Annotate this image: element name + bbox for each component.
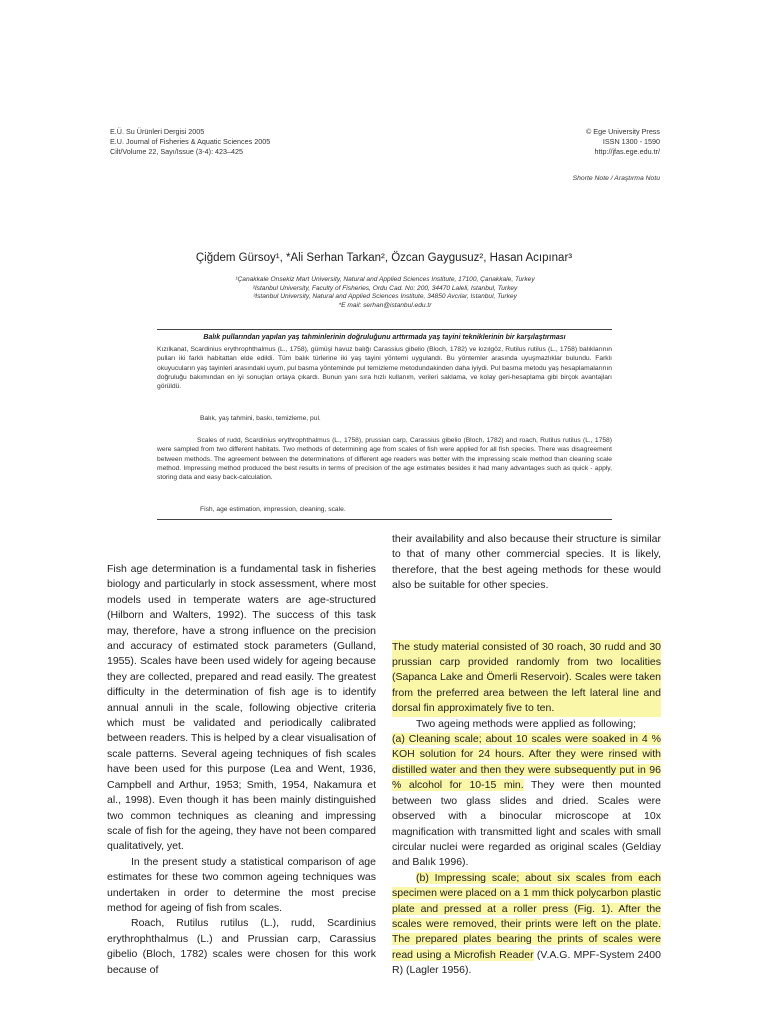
article-type: Shorte Note / Araştırma Notu <box>572 175 660 182</box>
affiliation-2: ²Istanbul University, Faculty of Fisheries, Ordu Cad. No: 200, 34470 Laleli, Istanbul, Turkey <box>252 284 518 292</box>
intro-paragraph-2: In the present study a statistical comparison of age estimates for these two common ageing techniques was undertaken in order to determine the most precise method for ageing of fish from scales. <box>107 855 376 914</box>
journal-line-en: E.U. Journal of Fisheries & Aquatic Sciences 2005 <box>110 137 271 146</box>
publisher-info <box>430 127 660 157</box>
impressing-method-highlight: (b) Impressing scale; about six scales from each specimen were placed on a 1 mm thick polycarbon plastic plate and pressed at a roller press (Fig. 1). After the scales were removed, their prints were left on the plate. The prepared plates bearing the prints of scales were read using a Microfish Reader <box>392 871 661 961</box>
keywords-tr: Balık, yaş tahmini, baskı, temizleme, pul. <box>200 415 321 422</box>
contact-email: *E mail: serhan@istanbul.edu.tr <box>338 301 432 309</box>
intro-paragraph-1: Fish age determination is a fundamental task in fisheries biology and particularly in stock assessment, where most models used in temperate waters are age-structured (Hilborn and Walters, 1992). The success of this task may, therefore, have a strong influence on the precision and accuracy of estimated stock parameters (Gulland, 1955). Scales have been used widely for ageing because they are collected, prepared and read easily. The greatest difficulty in the determination of fish age is to identify annual annuli in the scale, following objective criteria which must be validated and periodically calibrated between readers. This is helped by a clear visualisation of scale patterns. Several ageing techniques of fish scales have been used for this purpose (Lea and Went, 1936, Campbell and Arthur, 1953; Smith, 1954, Nakamura et al., 1998). Even though it has been mainly distinguished two common techniques as cleaning and impressing scale of fish for the ageing, they have not been compared qualitatively, yet. <box>107 563 376 853</box>
issn: ISSN 1300 - 1590 <box>602 137 660 146</box>
journal-info <box>110 127 370 157</box>
intro-paragraph-3: Roach, Rutilus rutilus (L.), rudd, Scardinius erythrophthalmus (L.) and Prussian carp, Carassius gibelio (Bloch, 1782) scales were chosen for this work because of <box>107 917 376 976</box>
affiliation-1: ¹Çanakkale Onsekiz Mart University, Natural and Applied Sciences Institute, 17100, Çanakkale, Turkey <box>235 276 535 283</box>
abstract-en-text: Scales of rudd, Scardinius erythrophthalmus (L., 1758), prussian carp, Carassius gibelio (Bloch, 1782) and roach, Rutilus rutilus (L., 1758) were sampled from two different habitats. Two methods of determining age from scales of fish were applied for all fish species. There was disagreement between methods. The agreement between the determinations of different age readers was better with the impressing scale method than cleaning scale method. Impressing method produced the best results in terms of precision of the age estimates besides it had many advantages such as quick - apply, storing data and easy back-calculation. <box>157 437 612 482</box>
publisher: © Ege University Press <box>586 127 660 136</box>
affiliation-3: ³Istanbul University, Natural and Applied Sciences Institute, 34850 Avcılar, Istanbul, Turkey <box>253 293 517 301</box>
journal-volume: Cilt/Volume 22, Sayı/Issue (3-4): 423–425 <box>110 147 244 156</box>
impressing-method-text: (V.A.G. MPF-System 2400 R) (Lagler 1956). <box>392 948 661 977</box>
methods-paragraph-3: Two ageing methods were applied as following; <box>416 717 637 730</box>
abstract-tr-title: Balık pullarından yapılan yaş tahminlerinin doğruluğunu arttırmada yaş tayini tekniklerinin bir karşılaştırması <box>203 334 566 341</box>
affiliations <box>150 276 620 310</box>
methods-paragraph-b <box>392 871 661 979</box>
abstract-top-rule <box>157 329 612 330</box>
abstract-tr-text: Kızılkanat, Scardinius erythrophthalmus (L., 1758), gümüşi havuz balığı Carassius gibelio (Bloch, 1782) ve kızılgöz, Rutilus rutilus (L., 1758) balıklarının pulları iki farklı habitattan elde edildi. Tüm balık türlerine iki yaş tayini yöntemi uygulandı. Bu yöntemler arasında uyuşmazlıklar bulundu. Farklı okuyucuların yaş tayinleri arasındaki uyum, pul basma yönteminde pul temizleme metodundakinden daha iyiydi. Pul basma metodu yaş hesaplamalarının doğruluğu bakımından en iyi sonuçları ortaya çıkardı. Bunun yanı sıra hızlı kullanım, verileri saklama, ve kolay geri-hesaplama gibi birçok avantajları görüldü. <box>157 346 612 391</box>
left-column <box>107 562 376 978</box>
abstract-bottom-rule <box>157 519 612 520</box>
cleaning-method-highlight: (a) Cleaning scale; about 10 scales were soaked in 4 % KOH solution for 24 hours. After they were rinsed with distilled water and then they were subsequently put in 96 % alcohol for 10-15 min. <box>392 733 661 792</box>
keywords-en: Fish, age estimation, impression, cleaning, scale. <box>200 506 346 513</box>
journal-url: http://jfas.ege.edu.tr/ <box>594 147 660 156</box>
right-column <box>392 532 661 979</box>
cleaning-method-text: They were then mounted between two glass slides and dried. Scales were observed with a binocular microscope at 10x magnification with transmitted light and scales with small circular nuclei were regarded as original scales (Geldiay and Balık 1996). <box>392 779 661 869</box>
methods-paragraph-2: The study material consisted of 30 roach, 30 rudd and 30 prussian carp provided randomly from two localities (Sapanca Lake and Ömerli Reservoir). Scales were taken from the preferred area between the left lateral line and dorsal fin approximately five to ten. <box>392 640 661 717</box>
journal-line-tr: E.Ü. Su Ürünleri Dergisi 2005 <box>110 127 205 136</box>
authors: Çiğdem Gürsoy¹, *Ali Serhan Tarkan², Özcan Gaygusuz², Hasan Acıpınar³ <box>195 252 573 264</box>
methods-paragraph-a <box>392 732 661 871</box>
methods-paragraph-1: their availability and also because their structure is similar to that of many other commercial species. It is likely, therefore, that the best ageing methods for these would also be suitable for other species. <box>392 533 661 592</box>
